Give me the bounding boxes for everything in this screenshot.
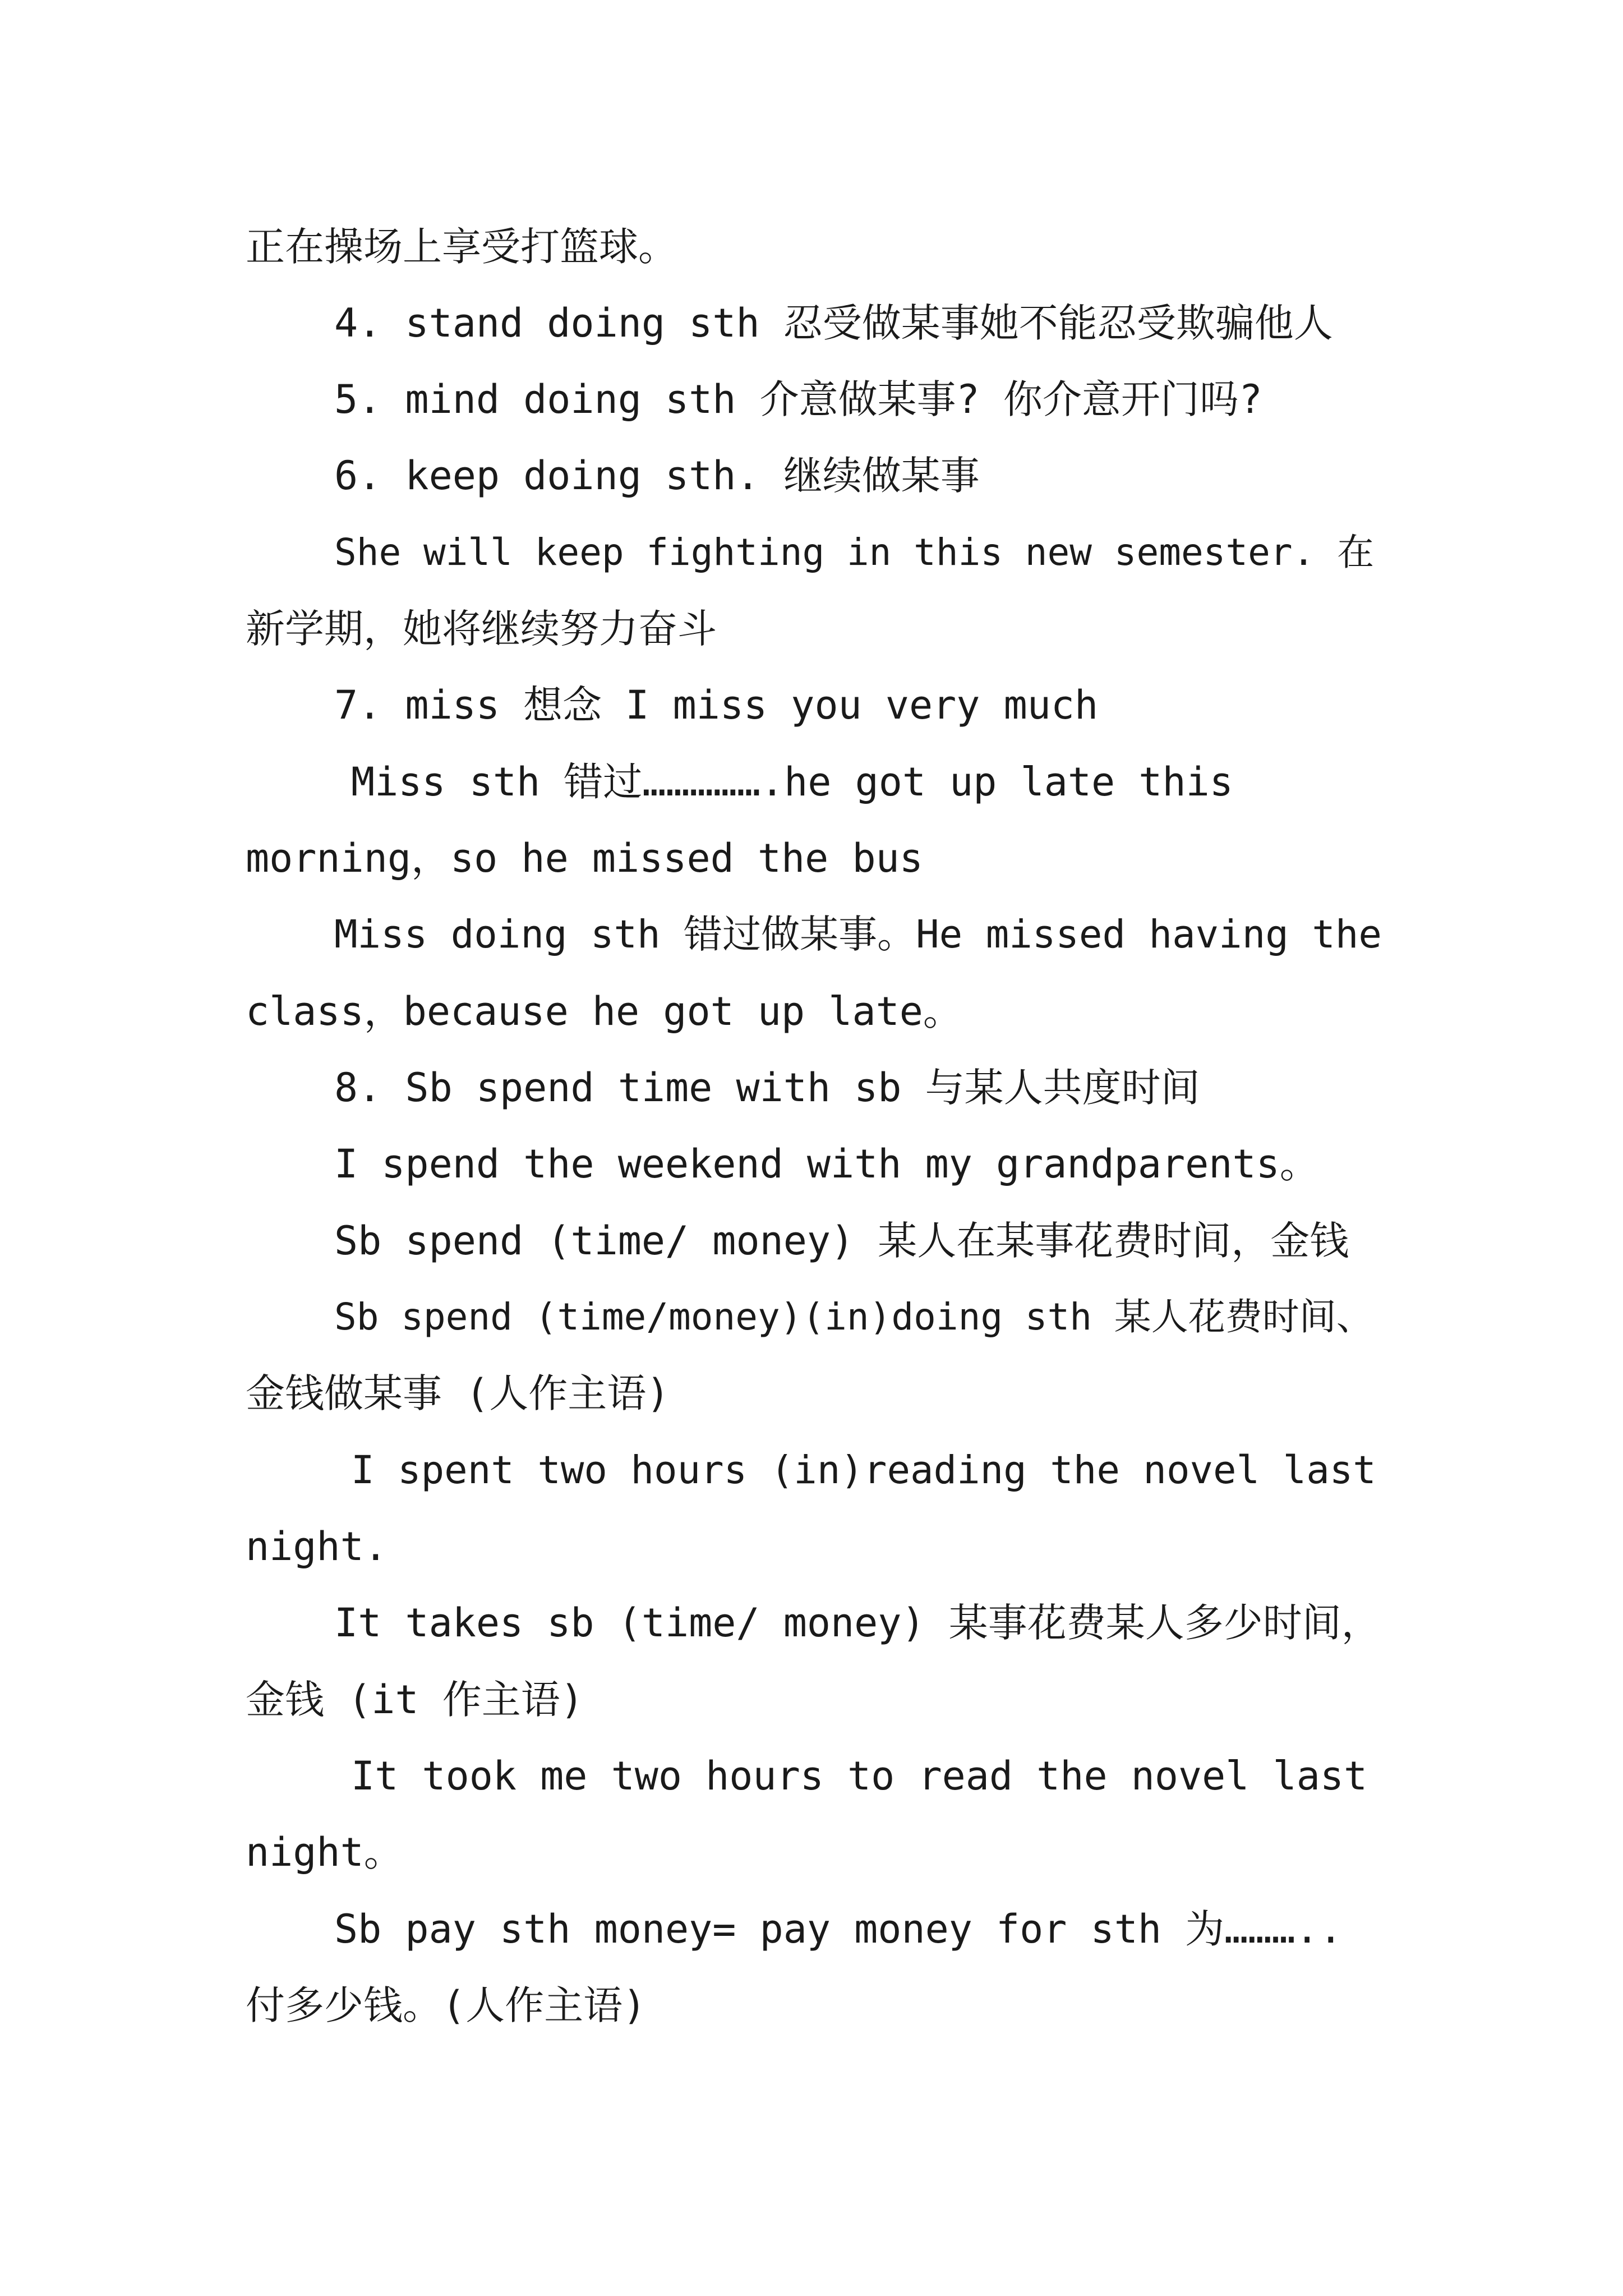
text-line: Sb pay sth money= pay money for sth 为……….. bbox=[334, 1906, 1343, 1952]
text-line: 金钱做某事 (人作主语) bbox=[246, 1370, 670, 1416]
text-line: 7. miss 想念 I miss you very much bbox=[334, 682, 1099, 728]
text-line: It took me two hours to read the novel last bbox=[351, 1753, 1368, 1799]
text-line: Miss sth 错过…………….he got up late this bbox=[351, 759, 1233, 805]
text-line: Sb spend (time/money)(in)doing sth 某人花费时间、 bbox=[334, 1295, 1373, 1338]
text-line: 6. keep doing sth. 继续做某事 bbox=[334, 453, 980, 499]
text-line: Sb spend (time/ money) 某人在某事花费时间，金钱 bbox=[334, 1218, 1349, 1264]
text-line: 新学期，她将继续努力奋斗 bbox=[246, 606, 717, 652]
text-line: night。 bbox=[246, 1829, 403, 1875]
text-line: 金钱 (it 作主语) bbox=[246, 1677, 584, 1723]
text-line: 正在操场上享受打篮球。 bbox=[246, 224, 677, 270]
text-line: It takes sb (time/ money) 某事花费某人多少时间， bbox=[334, 1600, 1381, 1646]
text-line: She will keep fighting in this new semester. 在 bbox=[334, 531, 1375, 574]
text-line: 5. mind doing sth 介意做某事? 你介意开门吗? bbox=[334, 376, 1263, 422]
text-line: I spent two hours (in)reading the novel last bbox=[351, 1448, 1376, 1493]
text-line: night. bbox=[246, 1524, 388, 1570]
text-line: 8. Sb spend time with sb 与某人共度时间 bbox=[334, 1065, 1200, 1111]
text-line: 付多少钱。(人作主语) bbox=[246, 1982, 647, 2028]
text-line: class，because he got up late。 bbox=[246, 988, 962, 1034]
text-line: Miss doing sth 错过做某事。He missed having the bbox=[334, 912, 1382, 957]
text-line: morning，so he missed the bus bbox=[246, 835, 923, 881]
text-line: 4. stand doing sth 忍受做某事她不能忍受欺骗他人 bbox=[334, 300, 1333, 346]
text-line: I spend the weekend with my grandparents。 bbox=[334, 1141, 1319, 1187]
